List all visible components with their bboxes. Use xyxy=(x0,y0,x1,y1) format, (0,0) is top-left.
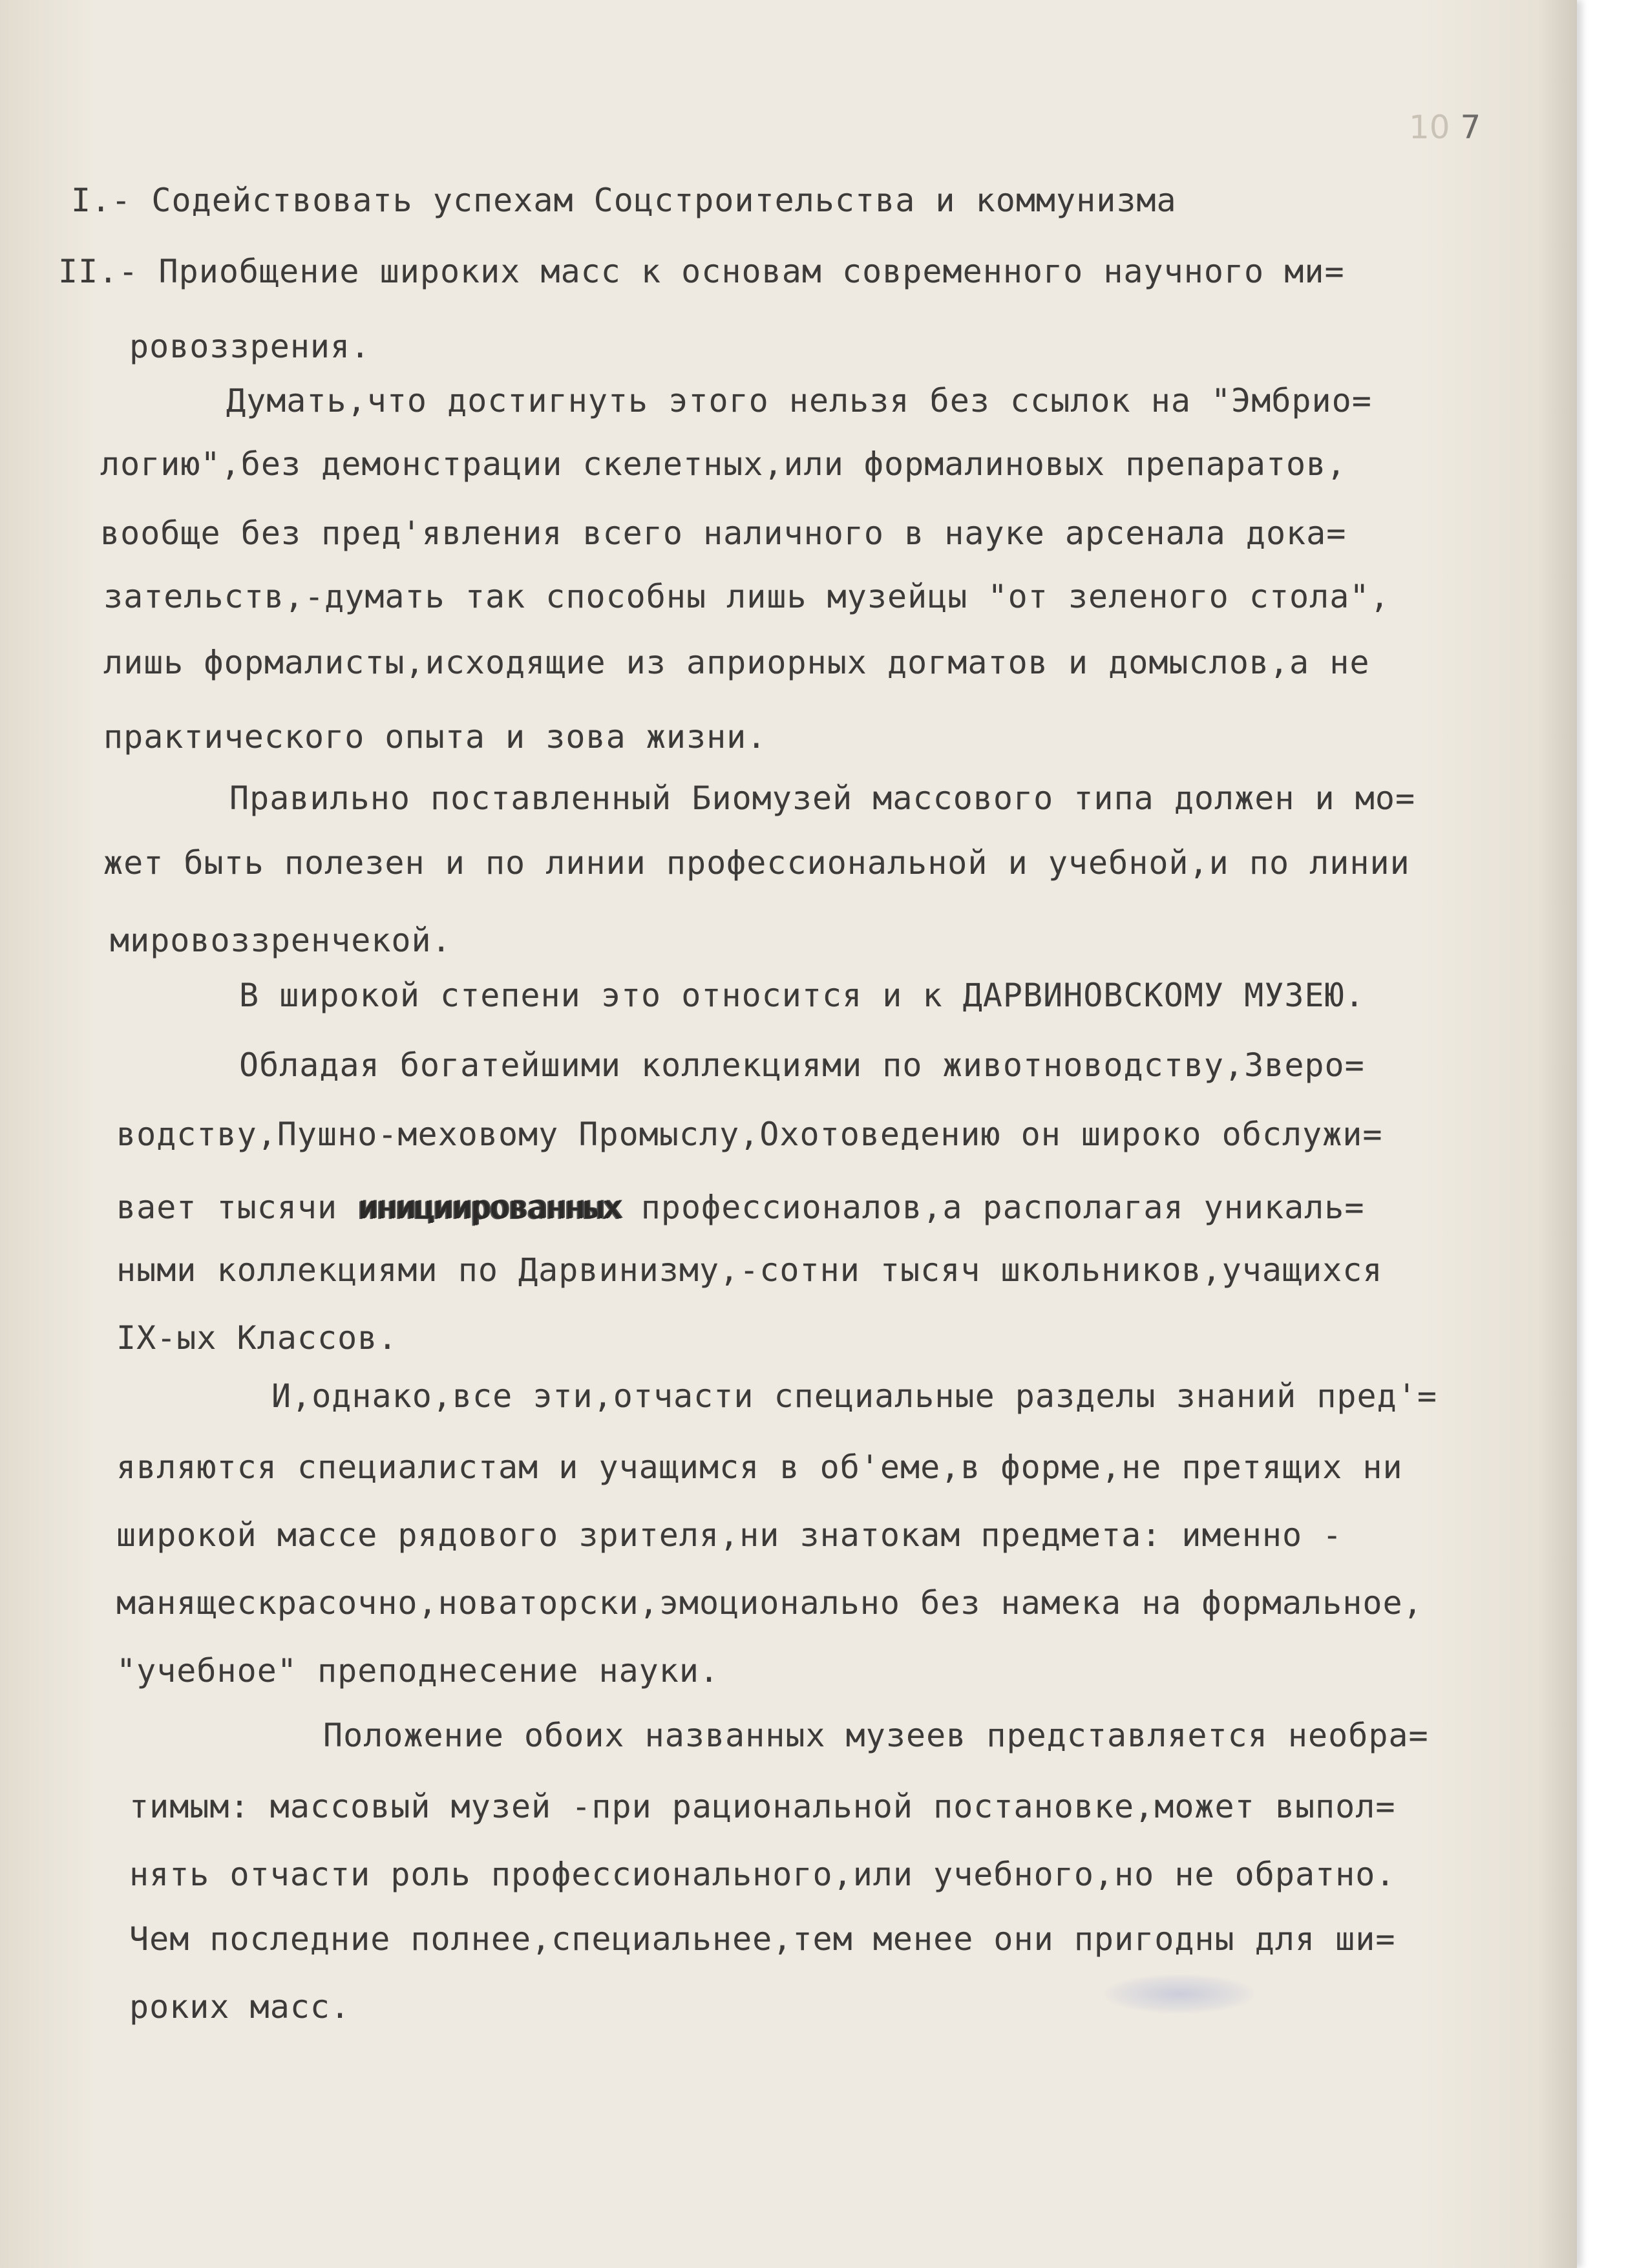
text-segment: профессионалов,а располагая уникаль= xyxy=(640,1189,1365,1226)
text-line: И,однако,все эти,отчасти специальные разделы знаний пред'= xyxy=(271,1377,1437,1415)
text-line: Обладая богатейшими коллекциями по животноводству,Зверо= xyxy=(239,1046,1365,1084)
text-line: являются специалистам и учащимся в об'еме,в форме,не претящих ни xyxy=(116,1448,1403,1486)
text-line: нять отчасти роль профессионального,или учебного,но не обратно. xyxy=(129,1856,1396,1893)
text-line: ными коллекциями по Дарвинизму,-сотни тысяч школьников,учащихся xyxy=(116,1251,1383,1289)
page-number xyxy=(1409,109,1481,146)
overstruck-word: инициированных xyxy=(357,1189,621,1226)
page-number-faded: 10 xyxy=(1409,109,1450,146)
text-line: практического опыта и зова жизни. xyxy=(103,718,767,756)
text-line: В широкой степени это относится и к ДАРВИНОВСКОМУ МУЗЕЮ. xyxy=(239,977,1365,1014)
text-line: манящеcкрасочно,новаторски,эмоционально без намека на формальное, xyxy=(116,1584,1423,1622)
text-line: жет быть полезен и по линии профессиональной и учебной,и по линии xyxy=(103,844,1410,882)
text-line: лишь формалисты,исходящие из априорных догматов и домыслов,а не xyxy=(103,644,1370,681)
text-line: Думать,что достигнуть этого нельзя без ссылок на "Эмбрио= xyxy=(226,382,1372,419)
text-line: IX-ых Классов. xyxy=(116,1319,398,1357)
ink-stamp-smudge xyxy=(1105,1975,1254,2013)
text-line: водству,Пушно-меховому Промыслу,Охотоведению он широко обслужи= xyxy=(116,1116,1383,1153)
page-number-value: 7 xyxy=(1460,109,1481,146)
text-line: ровоззрения. xyxy=(129,328,371,365)
text-line: логию",без демонстрации скелетных,или формалиновых препаратов, xyxy=(100,445,1347,483)
text-line: мировоззренчекой. xyxy=(110,922,452,959)
text-line: роких масс. xyxy=(129,1988,351,2026)
text-segment: вает тысячи xyxy=(116,1189,338,1226)
text-line: тимым: массовый музей -при рациональной постановке,может выпол= xyxy=(129,1788,1396,1825)
text-line: II.- Приобщение широких масс к основам современного научного ми= xyxy=(58,253,1345,290)
text-line-with-overstrike xyxy=(116,1188,1365,1227)
text-line: I.- Содействовать успехам Соцстроительства и коммунизма xyxy=(71,182,1177,219)
page-edge-shadow xyxy=(1538,0,1577,2268)
text-line: Правильно поставленный Биомузей массового типа должен и мо= xyxy=(229,779,1416,817)
text-line: Положение обоих названных музеев представляется необра= xyxy=(323,1717,1429,1754)
text-line: зательств,-думать так способны лишь музейцы "от зеленого стола", xyxy=(103,578,1390,615)
text-line: Чем последние полнее,специальнее,тем менее они пригодны для ши= xyxy=(129,1920,1396,1958)
text-line: широкой массе рядового зрителя,ни знатокам предмета: именно - xyxy=(116,1516,1343,1554)
text-line: "учебное" преподнесение науки. xyxy=(116,1652,720,1690)
text-line: вообще без пред'явления всего наличного в науке арсенала дока= xyxy=(100,514,1347,552)
